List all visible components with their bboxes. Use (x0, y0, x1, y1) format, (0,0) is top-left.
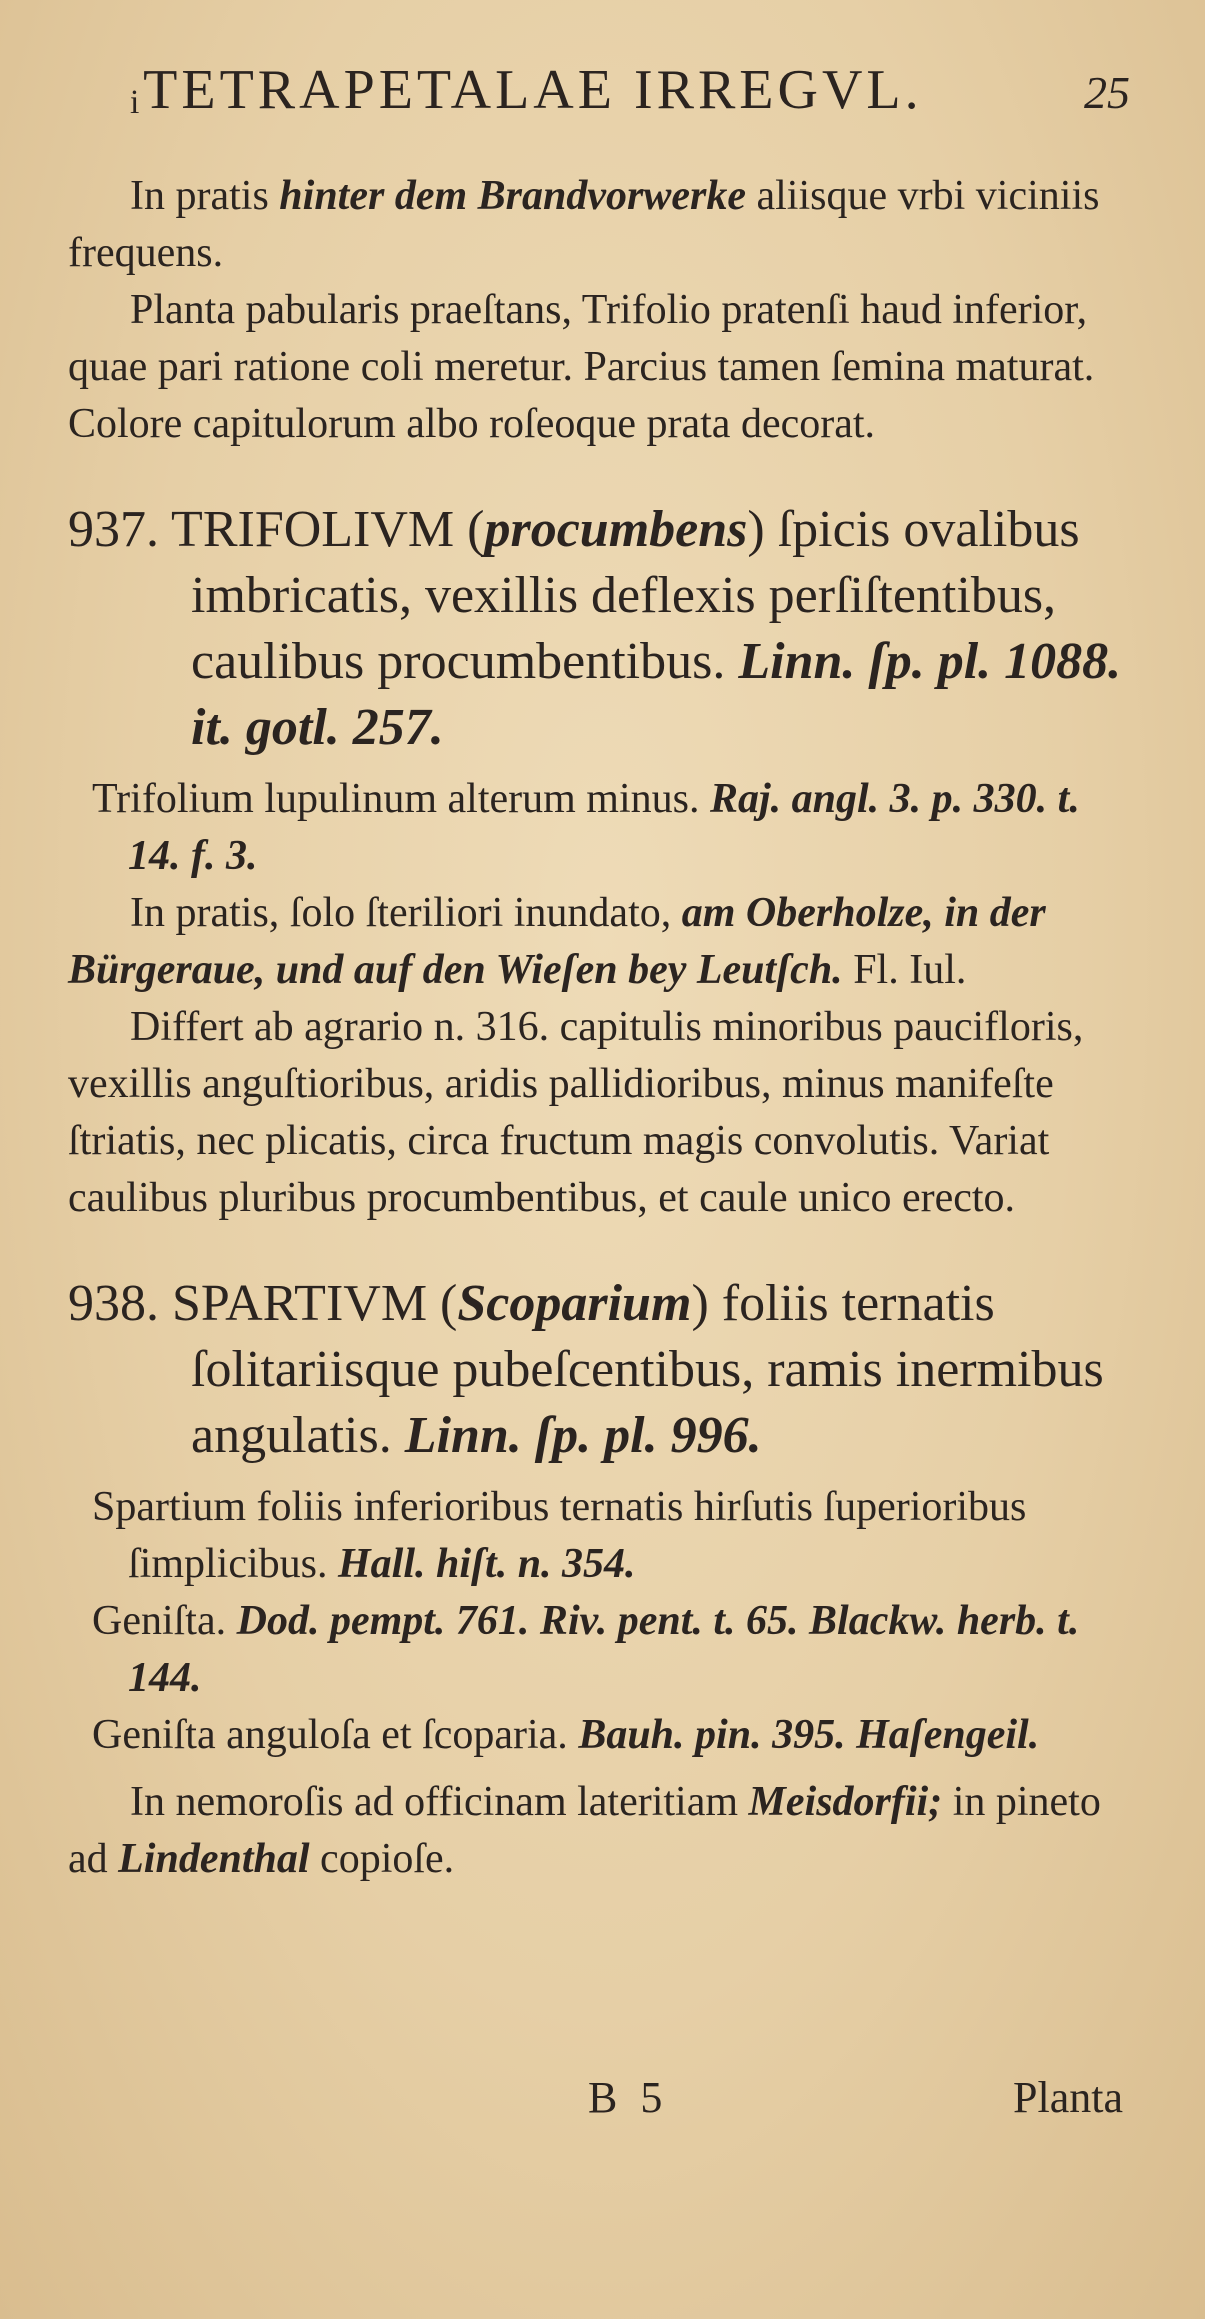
note-paragraph-937: Differt ab agrario n. 316. capitulis minoribus paucifloris, vexillis anguſtioribus, aridis pallidioribus, minus manifeſte ſtriatis, nec plicatis, circa fructum magis convolutis. Variat caulibus pluribus procumbentibus, et caule unico erecto. (68, 1004, 1084, 1221)
signature-mark: B 5 (588, 2073, 669, 2122)
citation: Linn. ſp. pl. 1088. it. gotl. 257. (191, 633, 1122, 756)
page-footer (0, 2072, 1205, 2142)
text-run: Spartium foliis inferioribus ternatis hirſutis ſuperioribus ſimplicibus. (92, 1484, 1027, 1587)
species-epithet: Scoparium (457, 1275, 692, 1332)
synonym-938-1 (68, 1479, 1128, 1593)
citation: Dod. pempt. 761. Riv. pent. t. 65. Blackw. herb. t. 144. (128, 1598, 1080, 1701)
text-run: Trifolium lupulinum alterum minus. (92, 776, 710, 822)
synonym-938-2 (68, 1593, 1128, 1707)
species-epithet: procumbens (484, 501, 748, 558)
locality-italic: Lindenthal (118, 1836, 310, 1882)
habitat-paragraph-938 (68, 1774, 1128, 1888)
locality-italic: hinter dem Brandvorwerke (279, 173, 746, 219)
entry-number: 938. (68, 1275, 159, 1332)
locality-italic: am Oberholze, in der Bürgeraue, und auf den Wieſen bey Leutſch. (68, 890, 1046, 993)
habitat-paragraph-937 (68, 885, 1128, 999)
text-run: Geniſta anguloſa et ſcoparia. (92, 1712, 579, 1758)
citation: Bauh. pin. 395. Haſengeil. (578, 1712, 1040, 1758)
text-run: ) ſpicis ovalibus imbricatis, vexillis deflexis perſiſtentibus, caulibus procumbentibus. (191, 501, 1080, 690)
text-run: In pratis, ſolo ſteriliori inundato, (130, 890, 682, 936)
running-title: ᵢTETRAPETALAE IRREGVL. (130, 59, 923, 121)
entry-937 (68, 497, 1128, 761)
locality-italic: Meisdorfii; (748, 1779, 943, 1825)
page-body (68, 168, 1128, 1888)
text-run: in pineto ad (68, 1779, 1101, 1882)
text-run: In nemoroſis ad officinam lateritiam (130, 1779, 749, 1825)
catchword: Planta (1013, 2073, 1123, 2122)
page-number: 25 (1084, 67, 1130, 118)
text-run: copioſe. (309, 1836, 455, 1882)
text-run: Geniſta. (92, 1598, 237, 1644)
citation: Hall. hiſt. n. 354. (338, 1541, 636, 1587)
text-run: SPARTIVM ( (159, 1275, 458, 1332)
entry-number: 937. (68, 501, 159, 558)
synonym-937-1 (68, 771, 1128, 885)
text-run: Fl. Iul. (842, 947, 967, 993)
synonym-938-3 (68, 1707, 1128, 1764)
text-run: In pratis (130, 173, 280, 219)
text-run: ) foliis ternatis ſolitariisque pubeſcentibus, ramis inermibus angulatis. (191, 1275, 1104, 1464)
entry-938 (68, 1271, 1128, 1469)
citation: Linn. ſp. pl. 996. (404, 1407, 762, 1464)
habitat-paragraph-1 (68, 168, 1128, 282)
citation: Raj. angl. 3. p. 330. t. 14. f. 3. (128, 776, 1080, 879)
text-run: TRIFOLIVM ( (159, 501, 485, 558)
note-paragraph-1: Planta pabularis praeſtans, Trifolio pratenſi haud inferior, quae pari ratione coli meretur. Parcius tamen ſemina maturat. Colore capitulorum albo roſeoque prata decorat. (68, 287, 1095, 447)
running-header (130, 58, 1130, 138)
text-run: aliisque vrbi viciniis frequens. (68, 173, 1100, 276)
